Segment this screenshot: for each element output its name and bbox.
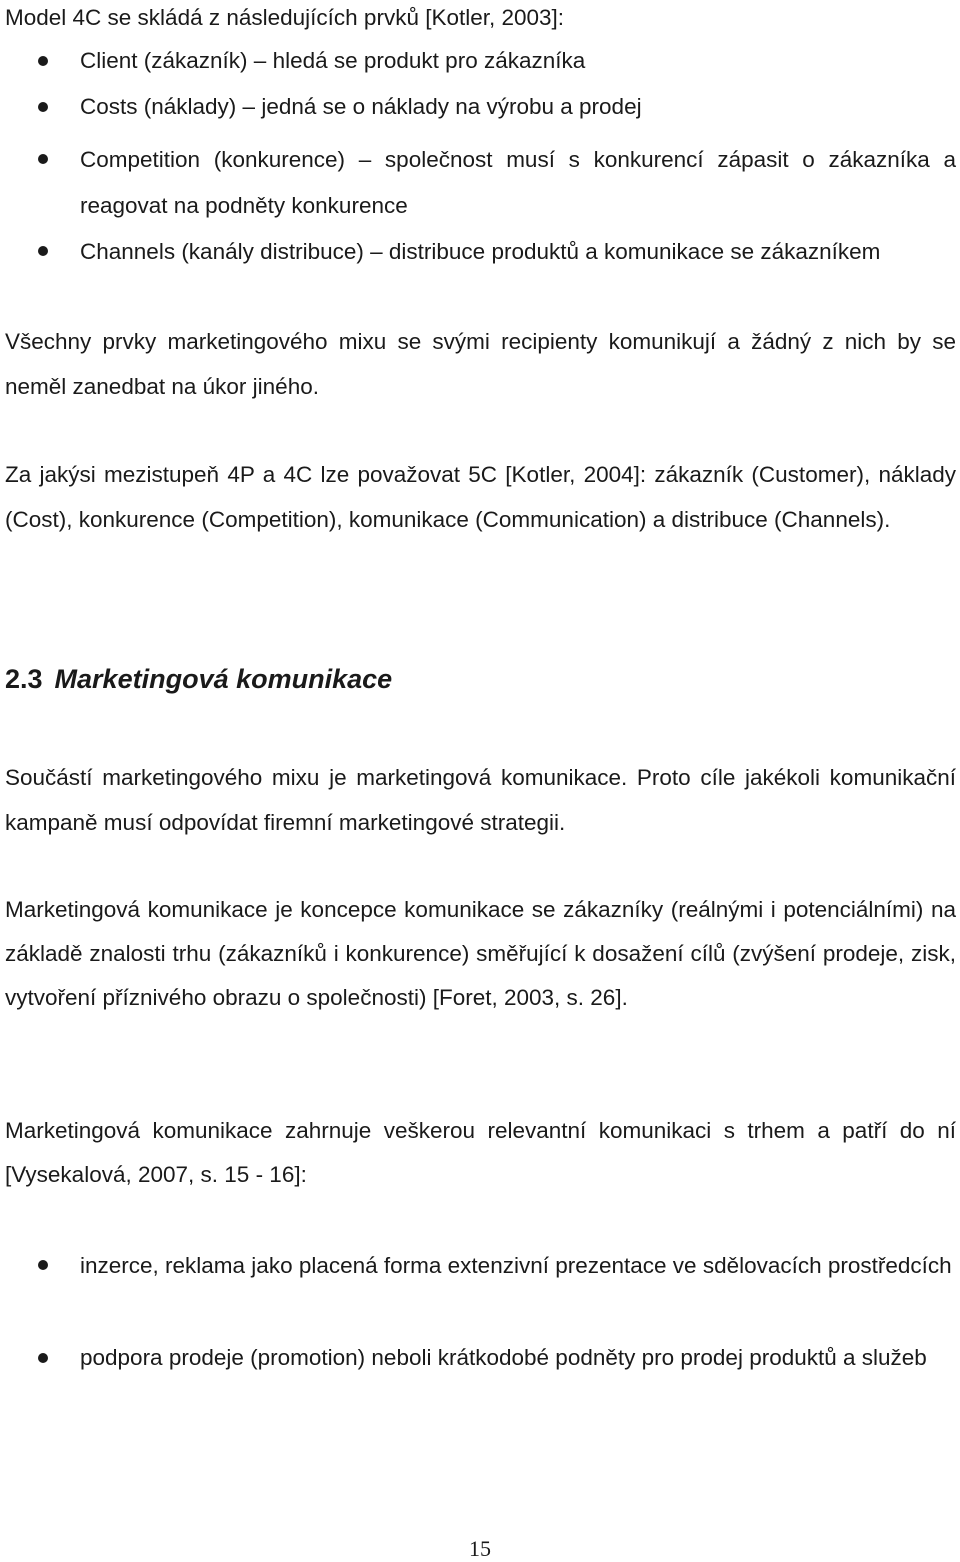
page-number: 15	[469, 1536, 491, 1561]
paragraph-mix: Všechny prvky marketingového mixu se svými recipienty komunikují a žádný z nich by se neměl zanedbat na úkor jiného.	[5, 329, 956, 399]
list-item-client: Client (zákazník) – hledá se produkt pro zákazníka	[80, 48, 586, 73]
bullet-icon	[38, 154, 48, 164]
bullet-icon	[38, 1353, 48, 1363]
list-item-channels: Channels (kanály distribuce) – distribuce produktů a komunikace se zákazníkem	[80, 239, 881, 264]
paragraph-soucast: Součástí marketingového mixu je marketingová komunikace. Proto cíle jakékoli komunikační kampaně musí odpovídat firemní marketingové strategii.	[5, 765, 956, 835]
list-item-inzerce: inzerce, reklama jako placená forma extenzivní prezentace ve sdělovacích prostředcích	[80, 1253, 952, 1278]
bullet-icon	[38, 102, 48, 112]
bullet-icon	[38, 56, 48, 66]
paragraph-definice: Marketingová komunikace je koncepce komunikace se zákazníky (reálnými i potenciálními) na základě znalosti trhu (zákazníků i konkurence) směřující k dosažení cílů (zvýšení prodeje, zisk, vytvoření příznivého obrazu o společnosti) [Foret, 2003, s. 26].	[5, 897, 956, 1010]
intro-line: Model 4C se skládá z následujících prvků [Kotler, 2003]:	[5, 5, 565, 30]
section-number: 2.3	[5, 664, 43, 694]
paragraph-5c: Za jakýsi mezistupeň 4P a 4C lze považovat 5C [Kotler, 2004]: zákazník (Customer), náklady (Cost), konkurence (Competition), komunikace (Communication) a distribuce (Channels).	[5, 462, 956, 532]
list-item-costs: Costs (náklady) – jedná se o náklady na výrobu a prodej	[80, 94, 642, 119]
section-heading	[5, 662, 392, 696]
section-title: Marketingová komunikace	[54, 664, 393, 694]
bullet-icon	[38, 1260, 48, 1270]
list-item-podpora: podpora prodeje (promotion) neboli krátkodobé podněty pro prodej produktů a služeb	[80, 1345, 927, 1370]
bullet-icon	[38, 246, 48, 256]
paragraph-zahrnuje: Marketingová komunikace zahrnuje veškerou relevantní komunikaci s trhem a patří do ní [Vysekalová, 2007, s. 15 - 16]:	[5, 1118, 956, 1187]
list-item-competition: Competition (konkurence) – společnost musí s konkurencí zápasit o zákazníka a reagovat na podněty konkurence	[80, 147, 956, 218]
